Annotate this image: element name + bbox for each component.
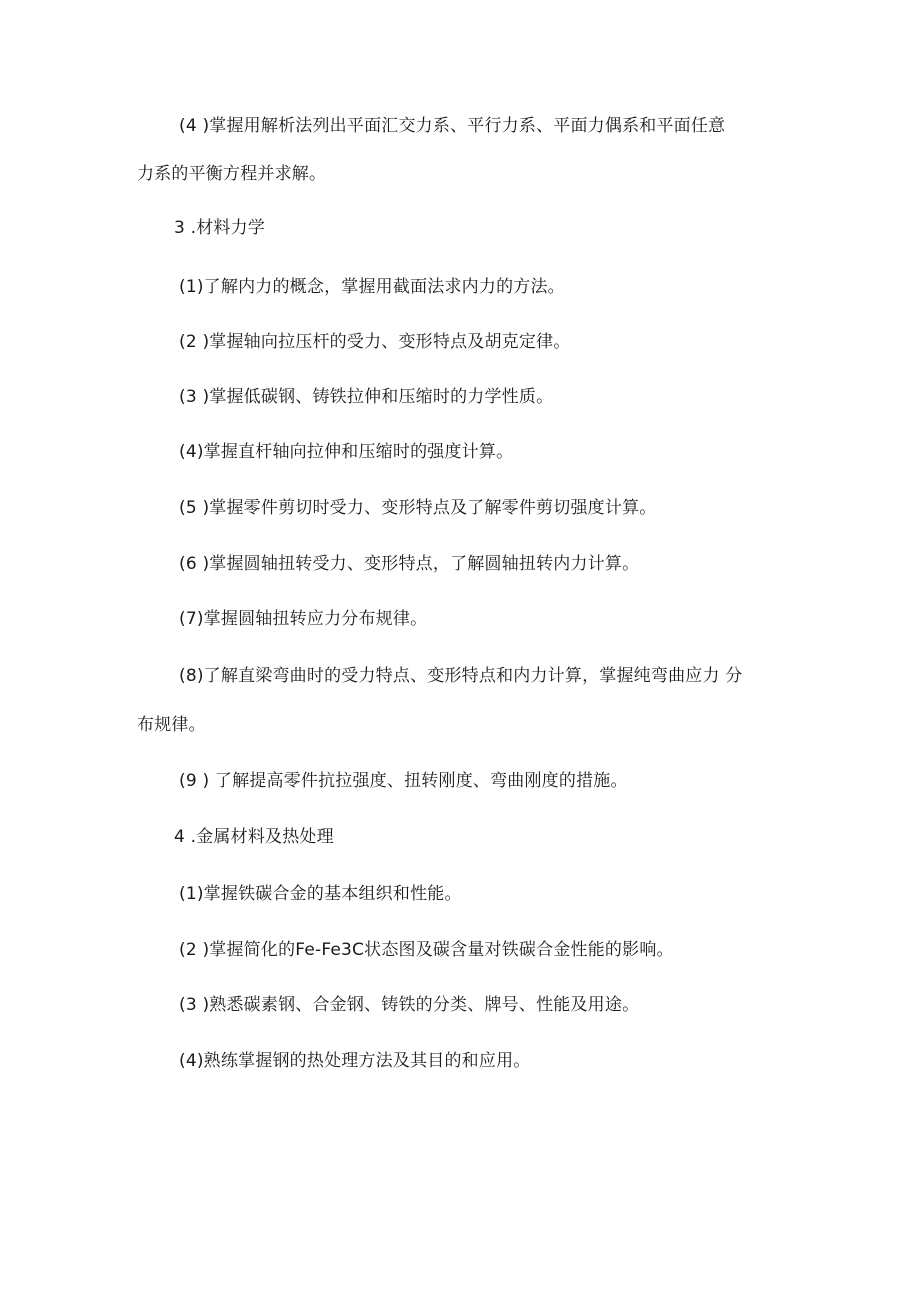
item-8-bending-line1: (8)了解直梁弯曲时的受力特点、变形特点和内力计算，掌握纯弯曲应力 分	[179, 666, 743, 686]
section-heading-metal-materials: 4 .金属材料及热处理	[174, 827, 334, 847]
item-8-bending-line2: 布规律。	[137, 715, 206, 735]
item-1-internal-force: (1)了解内力的概念，掌握用截面法求内力的方法。	[179, 277, 565, 297]
item-3-steel-classification: (3 )熟悉碳素钢、合金钢、铸铁的分类、牌号、性能及用途。	[179, 995, 640, 1015]
item-6-torsion: (6 )掌握圆轴扭转受力、变形特点，了解圆轴扭转内力计算。	[179, 554, 640, 574]
section-heading-mechanics-of-materials: 3 .材料力学	[174, 218, 266, 238]
item-1-iron-carbon: (1)掌握铁碳合金的基本组织和性能。	[179, 884, 462, 904]
item-4-strength-calculation: (4)掌握直杆轴向拉伸和压缩时的强度计算。	[179, 442, 514, 462]
item-4-statics-line1: (4 )掌握用解析法列出平面汇交力系、平行力系、平面力偶系和平面任意	[179, 116, 726, 136]
item-7-torsion-stress: (7)掌握圆轴扭转应力分布规律。	[179, 609, 428, 629]
item-4-statics-line2: 力系的平衡方程并求解。	[137, 164, 327, 184]
item-2-axial-rod: (2 )掌握轴向拉压杆的受力、变形特点及胡克定律。	[179, 332, 571, 352]
item-9-measures: (9 ) 了解提高零件抗拉强度、扭转刚度、弯曲刚度的措施。	[179, 771, 628, 791]
item-3-mechanical-properties: (3 )掌握低碳钢、铸铁拉伸和压缩时的力学性质。	[179, 387, 554, 407]
item-5-shear: (5 )掌握零件剪切时受力、变形特点及了解零件剪切强度计算。	[179, 498, 657, 518]
item-2-phase-diagram: (2 )掌握简化的Fe-Fe3C状态图及碳含量对铁碳合金性能的影响。	[179, 940, 674, 960]
item-4-heat-treatment: (4)熟练掌握钢的热处理方法及其目的和应用。	[179, 1051, 531, 1071]
